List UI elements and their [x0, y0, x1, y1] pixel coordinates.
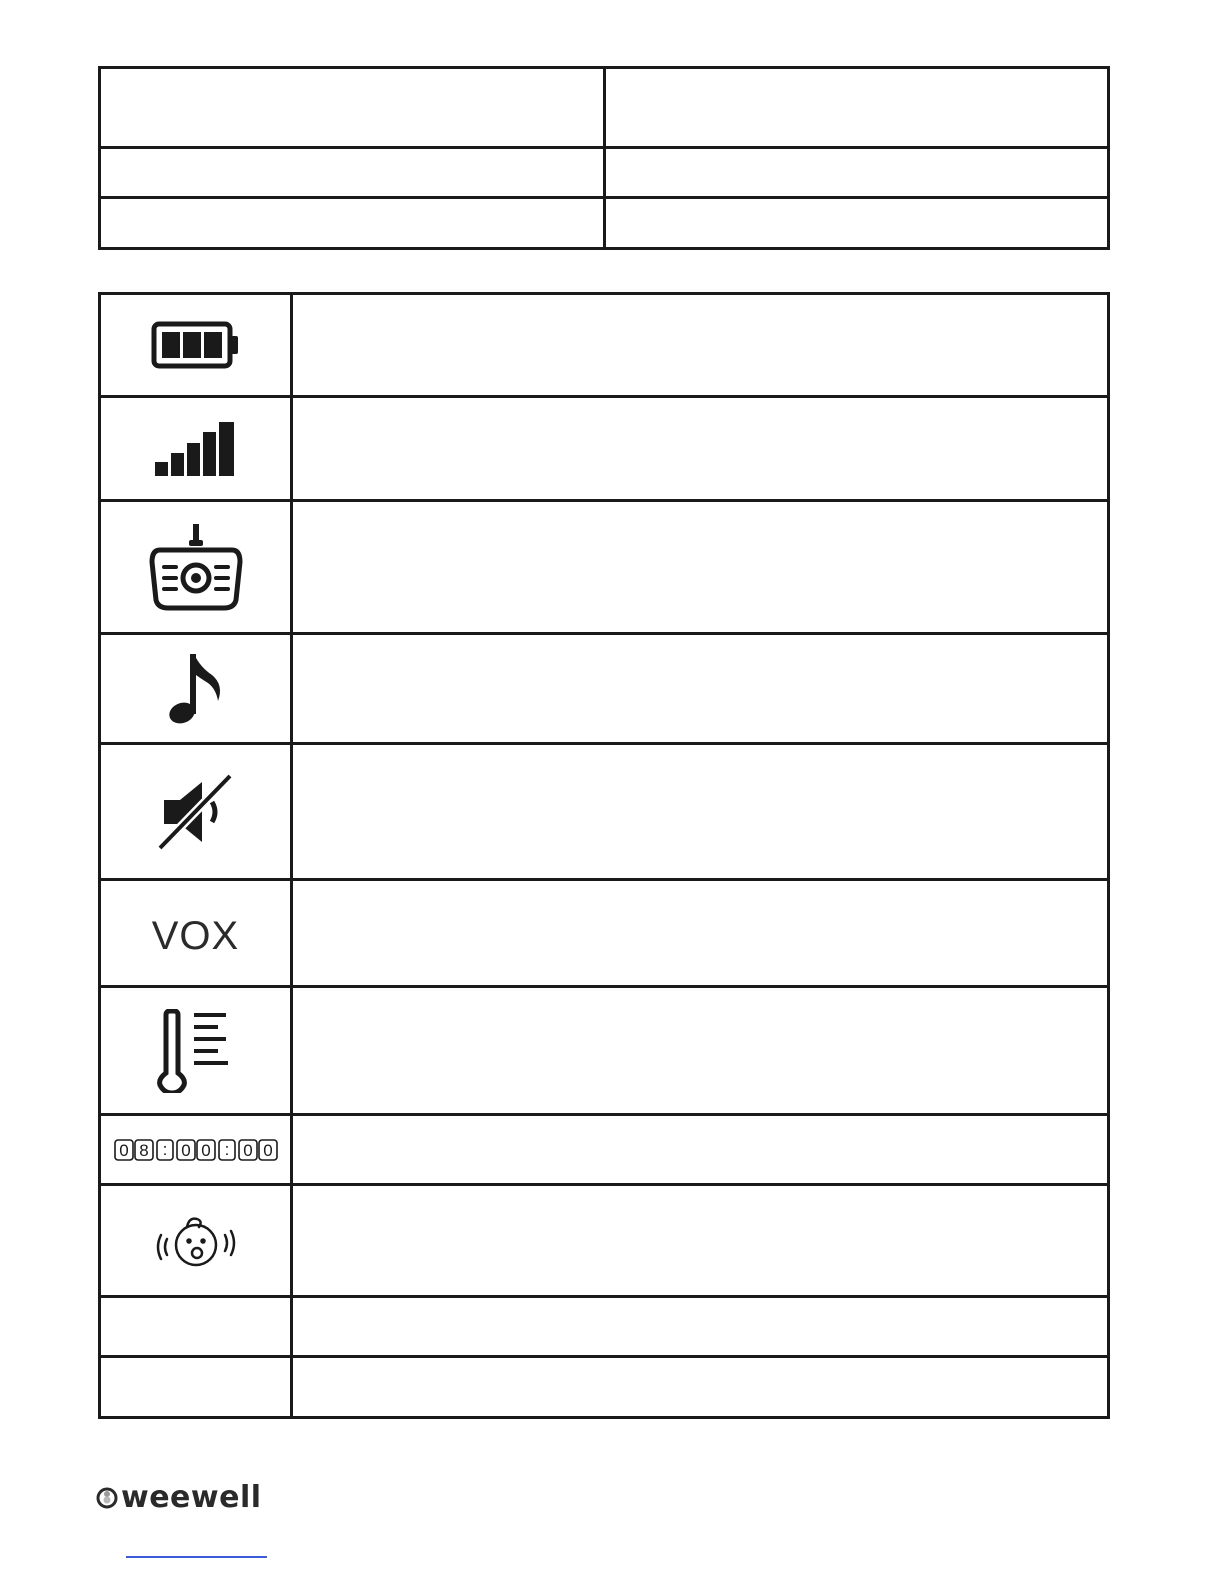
speaker-muted-icon: [156, 772, 236, 852]
baby-unit-camera-icon: [146, 522, 246, 612]
weewell-logo-icon: [96, 1487, 118, 1509]
table-cell: [604, 68, 1109, 148]
description-cell: [292, 1185, 1109, 1297]
description-cell: [292, 744, 1109, 880]
table-row: [100, 198, 1109, 249]
table-row: [100, 1357, 1109, 1418]
timer-digit: 0: [200, 1140, 211, 1160]
table-row: [100, 744, 1109, 880]
icon-cell: [100, 1115, 292, 1185]
table-cell: [604, 148, 1109, 198]
icon-legend-table: [98, 292, 1110, 1419]
battery-full-icon: [151, 320, 241, 370]
icon-cell: [100, 987, 292, 1115]
logo-text: weewell: [121, 1480, 262, 1515]
table-row: [100, 880, 1109, 987]
icon-cell: [100, 397, 292, 501]
table-cell: [100, 148, 605, 198]
timer-display-icon: [114, 1138, 278, 1162]
description-cell: [292, 294, 1109, 397]
table-cell: [100, 68, 605, 148]
description-cell: [292, 880, 1109, 987]
table-row: [100, 397, 1109, 501]
table-row: [100, 634, 1109, 744]
description-cell: [292, 501, 1109, 634]
timer-separator: :: [224, 1139, 229, 1159]
table-row: [100, 68, 1109, 148]
icon-cell: [100, 880, 292, 987]
table-row: [100, 1185, 1109, 1297]
table-row: [100, 1115, 1109, 1185]
icon-cell: [100, 294, 292, 397]
music-note-icon: [166, 651, 226, 727]
table-cell: [604, 198, 1109, 249]
icon-cell: [100, 501, 292, 634]
timer-digit: 8: [138, 1140, 149, 1160]
description-cell: [292, 397, 1109, 501]
timer-digit: 0: [180, 1140, 191, 1160]
timer-digit: 0: [118, 1140, 129, 1160]
description-cell: [292, 987, 1109, 1115]
spec-table: [98, 66, 1110, 250]
table-row: [100, 987, 1109, 1115]
icon-cell: [100, 634, 292, 744]
table-row: [100, 1297, 1109, 1357]
table-cell: [100, 198, 605, 249]
timer-digit: 0: [242, 1140, 253, 1160]
icon-cell: [100, 1297, 292, 1357]
vox-label: VOX: [151, 913, 240, 958]
icon-cell: [100, 744, 292, 880]
description-cell: [292, 1357, 1109, 1418]
thermometer-icon: [156, 1009, 236, 1093]
description-cell: [292, 634, 1109, 744]
crying-baby-icon: [151, 1209, 241, 1273]
description-cell: [292, 1297, 1109, 1357]
signal-strength-icon: [154, 421, 238, 477]
table-row: [100, 294, 1109, 397]
table-row: [100, 501, 1109, 634]
timer-separator: :: [162, 1139, 167, 1159]
icon-cell: [100, 1357, 292, 1418]
icon-cell: [100, 1185, 292, 1297]
footer-link-underline: [126, 1556, 267, 1558]
table-row: [100, 148, 1109, 198]
brand-logo: [96, 1480, 262, 1515]
timer-digit: 0: [262, 1140, 273, 1160]
description-cell: [292, 1115, 1109, 1185]
